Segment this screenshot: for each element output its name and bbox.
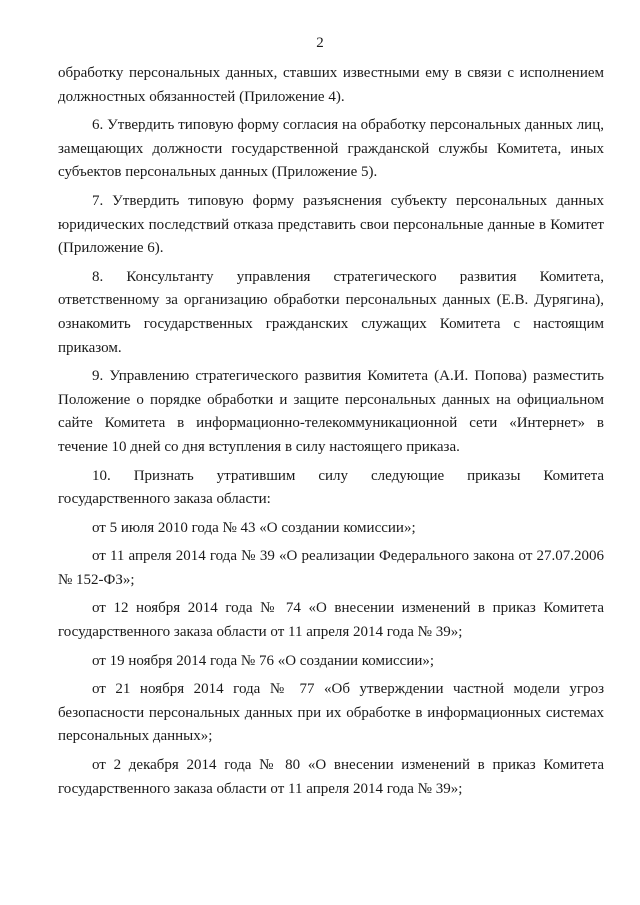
page-number: 2	[316, 35, 324, 51]
paragraph-item-10: 10. Признать утратившим силу следующие приказы Комитета государственного заказа области:	[58, 467, 604, 508]
repealed-order-4: от 19 ноября 2014 года № 76 «О создании комиссии»;	[92, 652, 435, 669]
repealed-order-5: от 21 ноября 2014 года № 77 «Об утверждении частной модели угроз безопасности персональных данных при их обработке в информационных системах персональных данных»;	[58, 681, 604, 745]
paragraph-continuation: обработку персональных данных, ставших известными ему в связи с исполнением должностных обязанностей (Приложение 4).	[58, 65, 604, 105]
paragraph-item-9: 9. Управлению стратегического развития Комитета (А.И. Попова) разместить Положение о порядке обработки и защите персональных данных на официальном сайте Комитета в информационно-телекоммуникационной сети «Интернет» в течение 10 дней со дня вступления в силу настоящего приказа.	[58, 368, 604, 455]
repealed-order-3: от 12 ноября 2014 года № 74 «О внесении изменений в приказ Комитета государственного заказа области от 11 апреля 2014 года № 39»;	[58, 600, 604, 641]
paragraph-item-6: 6. Утвердить типовую форму согласия на обработку персональных данных лиц, замещающих должности государственной гражданской службы Комитета, иных субъектов персональных данных (Приложение 5).	[58, 117, 604, 181]
paragraph-item-7: 7. Утвердить типовую форму разъяснения субъекту персональных данных юридических последствий отказа представить свои персональные данные в Комитет (Приложение 6).	[58, 192, 604, 257]
repealed-order-2: от 11 апреля 2014 года № 39 «О реализации Федерального закона от 27.07.2006 № 152-ФЗ»;	[58, 548, 604, 588]
repealed-order-1: от 5 июля 2010 года № 43 «О создании комиссии»;	[92, 519, 416, 536]
document-body	[58, 62, 604, 806]
paragraph-item-8: 8. Консультанту управления стратегического развития Комитета, ответственному за организацию обработки персональных данных (Е.В. Дурягина), ознакомить государственных гражданских служащих Комитета с настоящим приказом.	[58, 268, 604, 356]
repealed-order-6: от 2 декабря 2014 года № 80 «О внесении изменений в приказ Комитета государственного заказа области от 11 апреля 2014 года № 39»;	[58, 757, 604, 797]
